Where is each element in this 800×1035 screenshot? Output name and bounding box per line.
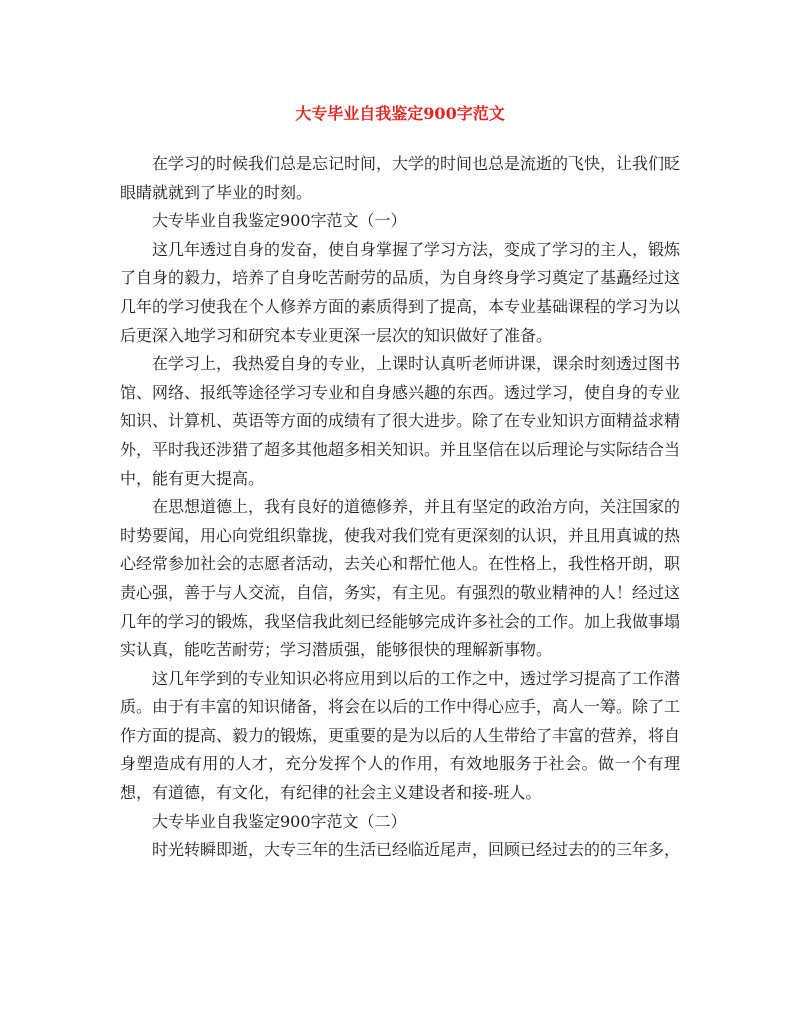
body-paragraph: 在学习上，我热爱自身的专业，上课时认真听老师讲课，课余时刻透过图书馆、网络、报纸等途径学习专业和自身感兴趣的东西。透过学习，使自身的专业知识、计算机、英语等方面的成绩有了很大进步。除了在专业知识方面精益求精外，平时我还涉猎了超多其他超多相关知识。并且坚信在以后理论与实际结合当中，能有更大提高。 (120, 354, 681, 488)
section-heading-one: 大专毕业自我鉴定900字范文（一） (152, 211, 407, 231)
intro-paragraph: 在学习的时候我们总是忘记时间，大学的时间也总是流逝的飞快，让我们眨眼睛就就到了毕业的时刻。 (120, 154, 681, 202)
document-title: 大专毕业自我鉴定900字范文 (295, 104, 505, 123)
body-paragraph: 时光转瞬即逝，大专三年的生活已经临近尾声，回顾已经过去的的三年多， (152, 840, 681, 860)
section-heading-two: 大专毕业自我鉴定900字范文（二） (152, 811, 407, 831)
body-paragraph: 这几年学到的专业知识必将应用到以后的工作之中，透过学习提高了工作潜质。由于有丰富的知识储备，将会在以后的工作中得心应手，高人一筹。除了工作方面的提高、毅力的锻炼，更重要的是为以后的人生带给了丰富的营养，将自身塑造成有用的人才，充分发挥个人的作用，有效地服务于社会。做一个有理想，有道德，有文化，有纪律的社会主义建设者和接-班人。 (120, 668, 681, 803)
body-paragraph: 这几年透过自身的发奋，使自身掌握了学习方法，变成了学习的主人，锻炼了自身的毅力，培养了自身吃苦耐劳的品质，为自身终身学习奠定了基矗经过这几年的学习使我在个人修养方面的素质得到了提高，本专业基础课程的学习为以后更深入地学习和研究本专业更深一层次的知识做好了准备。 (120, 239, 681, 345)
document-body (120, 150, 680, 865)
body-paragraph: 在思想道德上，我有良好的道德修养，并且有坚定的政治方向，关注国家的时势要闻，用心向党组织靠拢，使我对我们党有更深刻的认识，并且用真诚的热心经常参加社会的志愿者活动，去关心和帮忙他人。在性格上，我性格开朗，职责心强，善于与人交流，自信，务实，有主见。有强烈的敬业精神的人！经过这几年的学习的锻炼，我坚信我此刻已经能够完成许多社会的工作。加上我做事塌实认真，能吃苦耐劳；学习潜质强，能够很快的理解新事物。 (120, 497, 681, 660)
